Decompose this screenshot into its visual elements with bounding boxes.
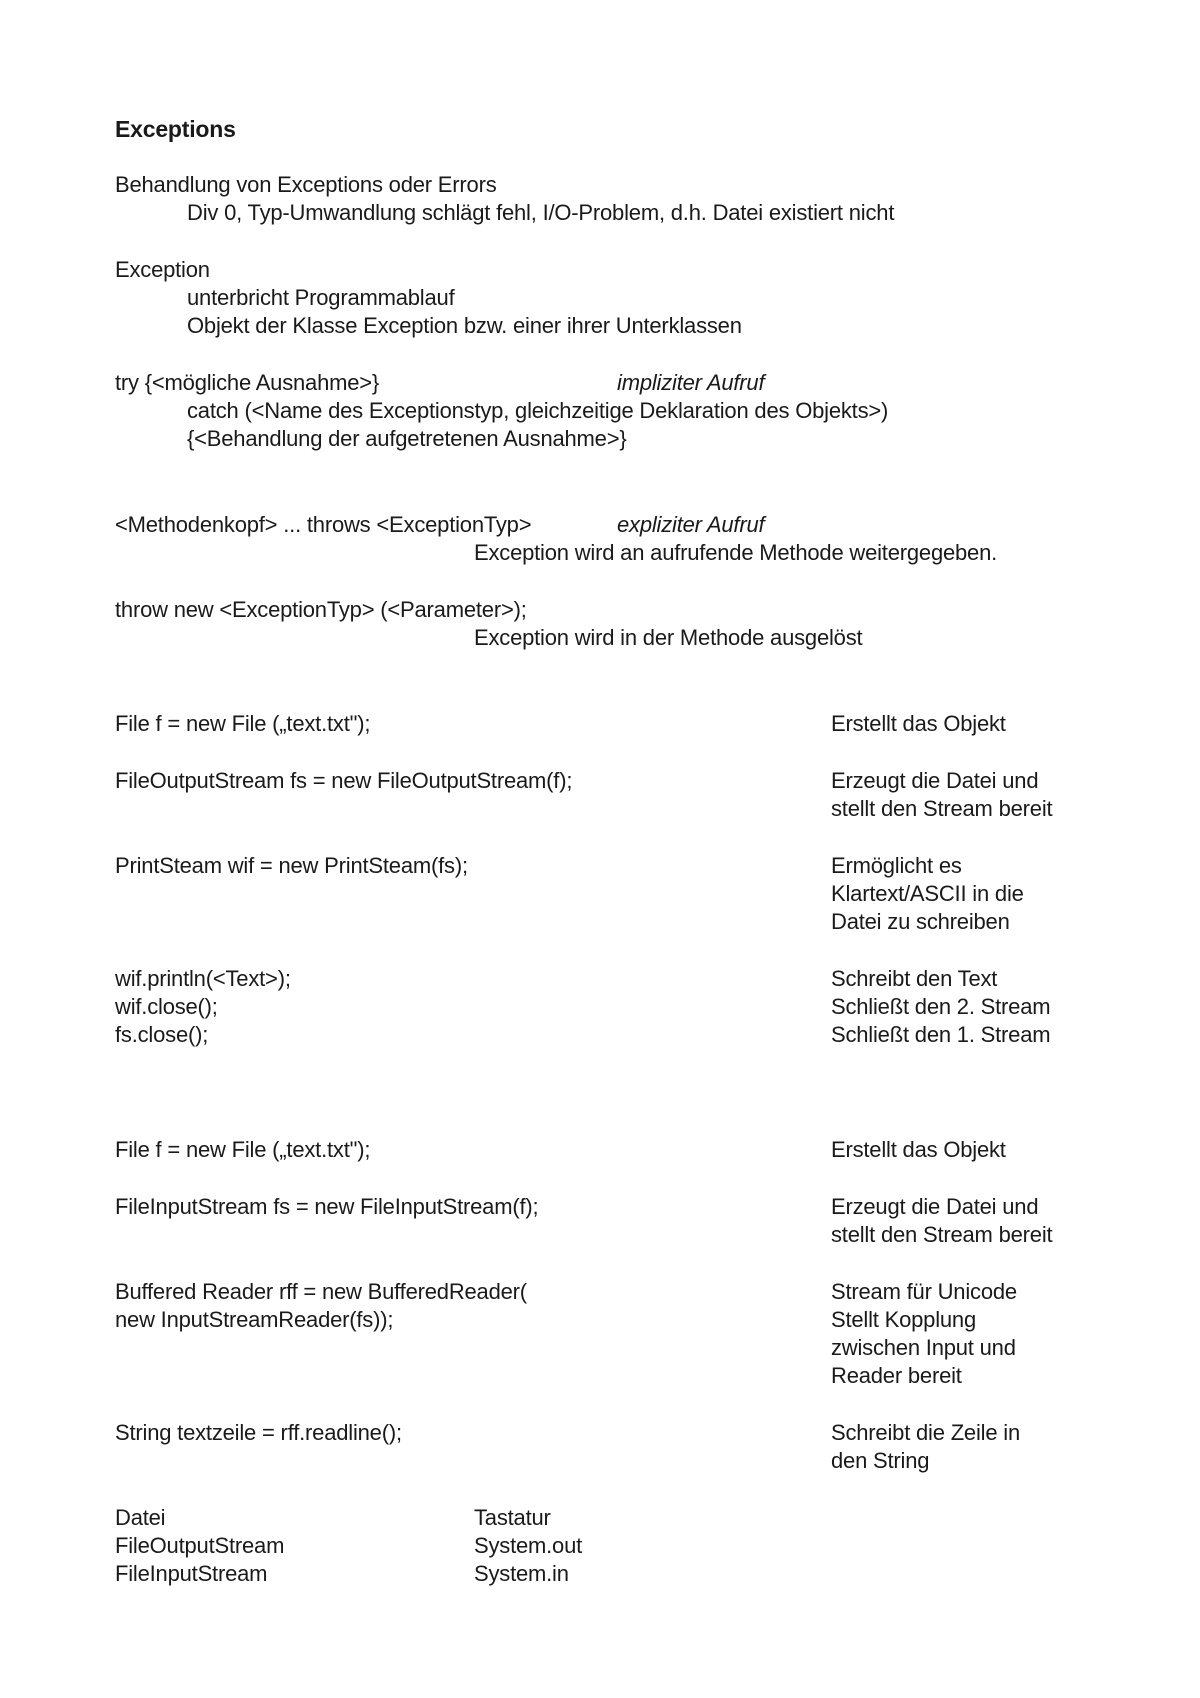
read-file-desc: Erstellt das Objekt xyxy=(831,1137,1006,1162)
readline-desc-1: Schreibt die Zeile in xyxy=(831,1420,1021,1445)
implicit-call-label: impliziter Aufruf xyxy=(617,370,765,395)
try-code: try {<mögliche Ausnahme>} xyxy=(115,370,380,395)
summary-col1-in: FileInputStream xyxy=(115,1561,268,1586)
intro-detail: Div 0, Typ-Umwandlung schlägt fehl, I/O-Problem, d.h. Datei existiert nicht xyxy=(187,200,895,225)
fis-desc-1: Erzeugt die Datei und xyxy=(831,1194,1039,1219)
br-desc-1: Stream für Unicode xyxy=(831,1279,1017,1304)
br-code-2: new InputStreamReader(fs)); xyxy=(115,1307,394,1332)
fos-desc-2: stellt den Stream bereit xyxy=(831,796,1053,821)
readline-code: String textzeile = rff.readline(); xyxy=(115,1420,402,1445)
summary-col1-head: Datei xyxy=(115,1505,166,1530)
fis-desc-2: stellt den Stream bereit xyxy=(831,1222,1053,1247)
explicit-call-label: expliziter Aufruf xyxy=(617,512,765,537)
write-file-code: File f = new File („text.txt"); xyxy=(115,711,371,736)
catch-code: catch (<Name des Exceptionstyp, gleichzeitige Deklaration des Objekts>) xyxy=(187,398,889,423)
summary-col2-head: Tastatur xyxy=(474,1505,551,1530)
summary-col2-in: System.in xyxy=(474,1561,569,1586)
wclose-desc: Schließt den 2. Stream xyxy=(831,994,1051,1019)
handle-code: {<Behandlung der aufgetretenen Ausnahme>} xyxy=(187,426,627,451)
fos-desc-1: Erzeugt die Datei und xyxy=(831,768,1039,793)
throw-desc: Exception wird in der Methode ausgelöst xyxy=(474,625,863,650)
fis-code: FileInputStream fs = new FileInputStream(f); xyxy=(115,1194,539,1219)
read-file-code: File f = new File („text.txt"); xyxy=(115,1137,371,1162)
readline-desc-2: den String xyxy=(831,1448,930,1473)
throws-code: <Methodenkopf> ... throws <ExceptionTyp> xyxy=(115,512,532,537)
fclose-code: fs.close(); xyxy=(115,1022,209,1047)
page-title: Exceptions xyxy=(115,116,236,142)
fclose-desc: Schließt den 1. Stream xyxy=(831,1022,1051,1047)
write-file-desc: Erstellt das Objekt xyxy=(831,711,1006,736)
summary-col1-out: FileOutputStream xyxy=(115,1533,285,1558)
br-code-1: Buffered Reader rff = new BufferedReader( xyxy=(115,1279,527,1304)
exception-line-1: unterbricht Programmablauf xyxy=(187,285,455,310)
wclose-code: wif.close(); xyxy=(115,994,218,1019)
throw-code: throw new <ExceptionTyp> (<Parameter>); xyxy=(115,597,527,622)
br-desc-3: zwischen Input und xyxy=(831,1335,1016,1360)
summary-col2-out: System.out xyxy=(474,1533,583,1558)
fos-code: FileOutputStream fs = new FileOutputStream(f); xyxy=(115,768,573,793)
println-code: wif.println(<Text>); xyxy=(115,966,291,991)
ps-code: PrintSteam wif = new PrintSteam(fs); xyxy=(115,853,468,878)
ps-desc-1: Ermöglicht es xyxy=(831,853,962,878)
br-desc-2: Stellt Kopplung xyxy=(831,1307,976,1332)
exception-heading: Exception xyxy=(115,257,210,282)
ps-desc-2: Klartext/ASCII in die xyxy=(831,881,1024,906)
ps-desc-3: Datei zu schreiben xyxy=(831,909,1010,934)
throws-desc: Exception wird an aufrufende Methode weitergegeben. xyxy=(474,540,998,565)
intro-heading: Behandlung von Exceptions oder Errors xyxy=(115,172,497,197)
println-desc: Schreibt den Text xyxy=(831,966,998,991)
exception-line-2: Objekt der Klasse Exception bzw. einer ihrer Unterklassen xyxy=(187,313,742,338)
br-desc-4: Reader bereit xyxy=(831,1363,962,1388)
